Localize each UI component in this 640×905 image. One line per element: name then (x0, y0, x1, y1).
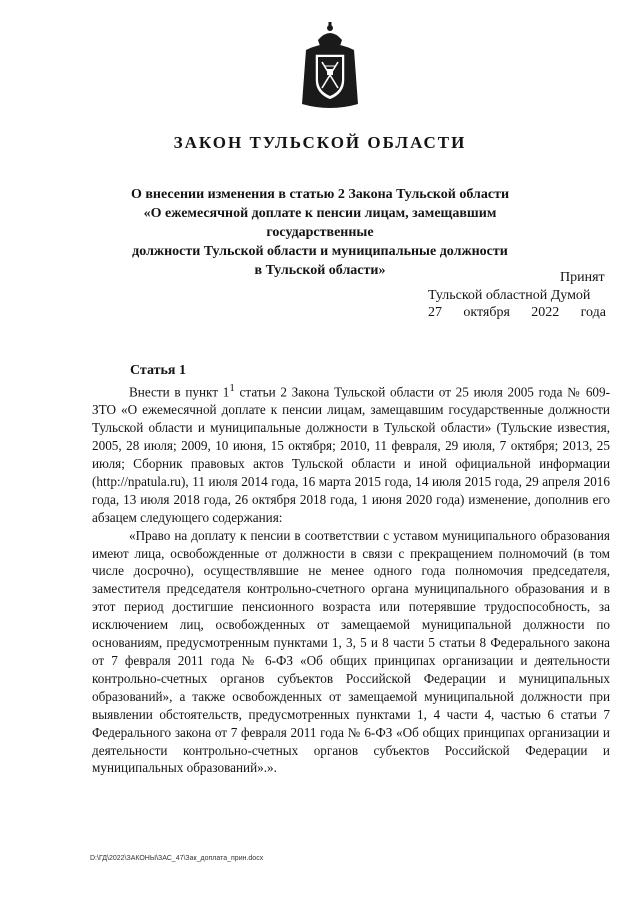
subject-line: «О ежемесячной доплате к пенсии лицам, замещавшим государственные (143, 206, 497, 240)
article-quote-paragraph: «Право на доплату к пенсии в соответствии с уставом муниципального образования имеют лица, освобожденные от должности в связи с прекращением полномочий (в том числе досрочно), осуществлявшие не менее одного года полномочия председателя, заместителя председателя контрольно-счетного органа муниципального образования и в этот период достигшие пенсионного возраста или потерявшие трудоспособность, за исключением лиц, освобожденных от замещаемой муниципальной должности по основаниям, предусмотренным пунктами 1, 3, 5 и 8 части 5 статьи 8 Федерального закона от 7 февраля 2011 года № 6-ФЗ «Об общих принципах организации и деятельности контрольно-счетных органов субъектов Российской Федерации и муниципальных образований», а также освобожденных от замещаемой муниципальной должности при выявлении обстоятельств, предусмотренных пунктами 1, 4 части 4, частью 6 статьи 7 Федерального закона от 7 февраля 2011 года № 6-ФЗ «Об общих принципах организации и деятельности контрольно-счетных органов субъектов Российской Федерации и муниципальных образований».». (92, 527, 610, 776)
intro-superscript: 1 (229, 382, 235, 394)
adoption-month: октября (463, 305, 510, 320)
file-path-footer: D:\ГД\2022\ЗАКОНЫ\ЗАС_47\Зак_доплата_прин.docx (90, 855, 264, 862)
law-subject (90, 185, 550, 280)
tula-region-coat-of-arms-icon (300, 20, 360, 112)
article-body (92, 380, 610, 777)
adopted-by: Тульской областной Думой (428, 288, 591, 303)
adoption-year: 2022 (531, 305, 560, 320)
adoption-year-word: года (580, 305, 606, 320)
article-heading: Статья 1 (130, 363, 186, 378)
law-title: ЗАКОН ТУЛЬСКОЙ ОБЛАСТИ (173, 133, 467, 152)
adoption-date (428, 305, 606, 321)
intro-text-start: Внести в пункт 1 (129, 384, 230, 400)
subject-line: в Тульской области» (254, 263, 386, 278)
article-intro-paragraph (92, 380, 610, 527)
intro-text-rest: статьи 2 Закона Тульской области от 25 июля 2005 года № 609-ЗТО «О ежемесячной доплате к пенсии лицам, замещавшим государственные должности Тульской области и муниципальные должности в Тульской области» (Тульские известия, 2005, 28 июля; 2009, 10 июня, 15 октября; 2010, 11 февраля, 29 июля, 7 октября; 2013, 25 июля; Сборник правовых актов Тульской области и иной официальной информации (http://npatula.ru), 11 июля 2014 года, 16 марта 2015 года, 14 июля 2015 года, 29 апреля 2016 года, 13 июля 2018 года, 26 октября 2018 года, 1 июня 2020 года) изменение, дополнив его абзацем следующего содержания: (92, 384, 610, 525)
adoption-day: 27 (428, 305, 442, 320)
adopted-label: Принят (560, 270, 605, 285)
subject-line: О внесении изменения в статью 2 Закона Тульской области (130, 187, 510, 202)
subject-line: должности Тульской области и муниципальные должности (132, 244, 508, 259)
